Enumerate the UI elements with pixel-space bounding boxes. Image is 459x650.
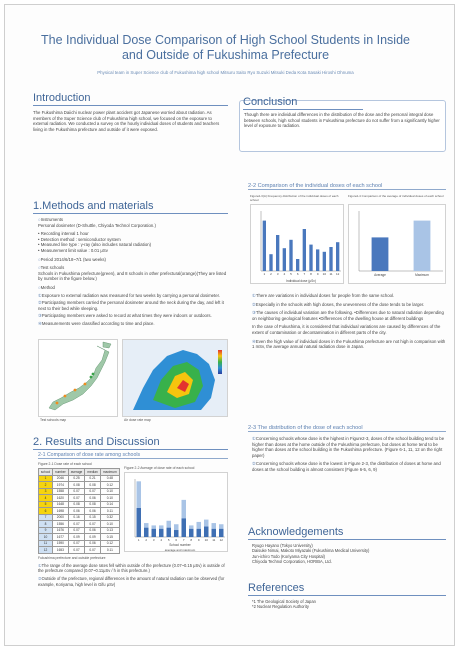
- ref-line: *1 The Geological Society of Japan: [252, 599, 316, 604]
- bar: [372, 237, 389, 271]
- legend-label: average and maximum: [164, 548, 196, 552]
- period-text: Period 2014/6/18~7/1 (two weeks): [40, 256, 106, 262]
- ack-line: Ryugo Hayano (Tokyo University): [252, 543, 313, 548]
- number-2-icon: ②: [38, 576, 42, 582]
- table-cell: 0.07: [85, 488, 100, 495]
- results-sub1: 2-1 Comparison of dose rate among schools: [38, 452, 228, 459]
- table-cell: 0.12: [100, 482, 119, 489]
- box-caption: Figure 2-2 Average of dose rate of each school: [124, 466, 195, 470]
- table-cell: 2046: [52, 475, 68, 482]
- table-cell: 0.07: [85, 521, 100, 528]
- table-cell: 0.15: [85, 514, 100, 521]
- bar: [316, 249, 319, 271]
- table-cell: 1590: [52, 540, 68, 547]
- bar-average: [204, 527, 209, 537]
- conclusion-heading: Conclusion: [243, 96, 363, 110]
- tick-label: 12: [335, 272, 340, 276]
- table-cell: 1677: [52, 534, 68, 541]
- average-comparison-svg: [349, 205, 447, 285]
- table-cell: 4: [39, 495, 53, 502]
- tick-label: 5: [290, 272, 292, 276]
- table-cell: 0.08: [68, 501, 85, 508]
- table-cell: 0.06: [85, 508, 100, 515]
- instrument-bullet: • Measured line type : γ-ray (also includes natural radiation): [38, 242, 152, 248]
- tick-label: 3: [152, 538, 155, 542]
- individual-doses-svg: [251, 205, 345, 285]
- table-header-cell: school: [39, 469, 53, 476]
- table-cell: 1620: [52, 495, 68, 502]
- table-cell: 1558: [52, 488, 68, 495]
- title-line-2: and Outside of Fukushima Prefecture: [121, 48, 330, 62]
- tick-label: 1: [263, 272, 266, 276]
- ack-line: Chiyoda Technol Corporation, HORIBA, Ltd.: [252, 559, 332, 565]
- table-cell: 1698: [52, 508, 68, 515]
- methods-block: [38, 217, 228, 327]
- tick-label: 9: [197, 538, 200, 542]
- tick-label: 7: [182, 538, 185, 542]
- tick-label: 6: [296, 272, 299, 276]
- comparison-points: [252, 293, 446, 350]
- tick-label: 4: [283, 272, 286, 276]
- table-cell: 2000: [52, 514, 68, 521]
- table-cell: 0.10: [100, 488, 119, 495]
- results-points: [38, 563, 228, 587]
- table-cell: 0.07: [68, 540, 85, 547]
- table-header-cell: median: [85, 469, 100, 476]
- table-cell: 0.14: [100, 501, 119, 508]
- table-cell: 0.06: [85, 495, 100, 502]
- tick-label: 12: [219, 538, 223, 542]
- table-cell: 0.06: [85, 527, 100, 534]
- number-1-icon: ①: [252, 436, 256, 441]
- tick-label: 5: [167, 538, 170, 542]
- table-cell: 1653: [52, 547, 68, 554]
- dose-map-graphic: [123, 340, 229, 418]
- table-cell: 0.12: [100, 540, 119, 547]
- table-cell: 10: [39, 534, 53, 541]
- tick-label: 4: [160, 538, 163, 542]
- ack-line: Daisuke Nimai, Makoto Miyazaki (Fukushima Medical University): [252, 548, 370, 554]
- table-cell: 0.07: [68, 521, 85, 528]
- bar-average: [197, 529, 202, 537]
- bar-average: [189, 529, 194, 537]
- conclusion-text: Though there are individual differences in the distribution of the dose and the personal integral dose between schools, high school students in Fukushima prefecture do not suffer from a significantly higher level of exposure to radiation.: [244, 112, 440, 129]
- bar-average: [174, 530, 179, 537]
- table-header-cell: maximum: [100, 469, 119, 476]
- table-cell: 11: [39, 540, 53, 547]
- table-cell: 6: [39, 508, 53, 515]
- tick-label: 8: [190, 538, 193, 542]
- table-cell: 0.10: [100, 521, 119, 528]
- authors: Physical team in Super Science club of Fukushima high school Mitsuru Saito Ryo Suzuki Mitsuki Deda Kota Sasaki Hiroshi Ohnuma: [97, 70, 354, 75]
- circle-icon: ○: [38, 284, 41, 290]
- table-cell: 0.11: [100, 508, 119, 515]
- bar: [323, 252, 326, 271]
- tick-label: Maximum: [415, 273, 429, 277]
- table-cell: 0.16: [68, 514, 85, 521]
- table-cell: 0.32: [100, 514, 119, 521]
- bar: [263, 221, 266, 271]
- bar-average: [159, 529, 164, 537]
- method-step: [38, 300, 228, 311]
- tick-label: 8: [310, 272, 312, 276]
- instruments-title: Instruments: [40, 217, 64, 222]
- number-2-icon: ②: [252, 461, 256, 467]
- method-step-text: Measurements were classified according to time and place.: [41, 320, 155, 326]
- bar-average: [167, 528, 172, 537]
- bar: [276, 235, 279, 271]
- circle-icon: ○: [38, 265, 41, 271]
- table-cell: 8: [39, 521, 53, 528]
- bar-average: [182, 518, 187, 537]
- figB-caption: Figure2-4 Comparison of the average of individual doses of each school: [348, 194, 444, 198]
- intro-text: The Fukushima Daiichi nuclear power plant accident got Japanese worried about radiation. As members of the Super Science club of Fukushima high school, we focused on the exposure to external radiation. We conducted a survey on the hourly individual doses of students and teachers living in the Fukushima prefecture and outside of it were exposed.: [33, 110, 220, 132]
- table-cell: 0.09: [85, 534, 100, 541]
- bar: [309, 245, 312, 271]
- tick-label: Average: [374, 273, 386, 277]
- poster-title: [10, 33, 441, 63]
- tick-label: 11: [329, 272, 333, 276]
- dose-legend-bar: [218, 350, 222, 374]
- distribution-point-1: Concerning schools whose dose is the highest in Figure2-3, doses of the school building tend to be higher than doses at the home outside of the Fukushima prefecture, but doses at home tend to be higher than doses at the school building in the Fukushima prefecture. (Figure 6-1, 11, 12 on the right paper): [252, 436, 445, 458]
- circle-icon: ○: [38, 256, 41, 262]
- table-cell: 0.07: [85, 547, 100, 554]
- method-step: [38, 293, 228, 299]
- bar: [336, 242, 339, 271]
- table-cell: 1556: [52, 521, 68, 528]
- table-cell: 0.21: [85, 475, 100, 482]
- title-line-1: The Individual Dose Comparison of High School Students in Inside: [41, 33, 410, 47]
- table-cell: 0.13: [100, 527, 119, 534]
- table-cell: 0.07: [68, 527, 85, 534]
- ack-lines: [252, 543, 446, 565]
- table-cell: 2: [39, 482, 53, 489]
- tick-label: 1: [137, 538, 140, 542]
- comparison-sub: 2-2 Comparison of the individual doses of each school: [248, 183, 446, 190]
- bar-average: [219, 529, 224, 537]
- table-cell: 3: [39, 488, 53, 495]
- result-point-1: The range of the average dose rates fell within outside of the prefecture (0.07~0.15 μSv) is outside of the prefecture compared (0.07~0.11μSv / h in this prefecture.): [38, 563, 225, 574]
- map-caption: Test schools map: [40, 418, 67, 422]
- schools-text: Schools in Fukushima prefecture(green), and 8 schools in other prefectural(orange)(They are listed by number in the figure below.): [38, 270, 227, 282]
- table-cell: 0.11: [100, 547, 119, 554]
- tick-label: 6: [175, 538, 178, 542]
- refs-heading: References: [248, 582, 446, 596]
- method-steps: [38, 293, 228, 327]
- ref-lines: [252, 599, 446, 610]
- table-cell: 0.48: [100, 475, 119, 482]
- number-4-icon: ④: [38, 320, 42, 326]
- table-cell: 0.08: [85, 501, 100, 508]
- ref-line: *2 Nuclear Regulation Authority: [252, 604, 309, 610]
- number-3-icon: ③: [38, 313, 42, 319]
- bar: [296, 259, 299, 271]
- test-schools-map: [38, 339, 118, 417]
- tick-label: 11: [212, 538, 216, 542]
- table-cell: 0.08: [68, 482, 85, 489]
- method-step: [38, 321, 228, 327]
- table-cell: 0.25: [68, 475, 85, 482]
- number-3-icon: ③: [252, 310, 256, 316]
- table-cell: 1648: [52, 501, 68, 508]
- table-cell: 0.07: [68, 547, 85, 554]
- chart-avg-dose: [124, 472, 228, 552]
- comparison-point-1: There are variations in individual doses for people from the same school.: [255, 293, 395, 298]
- number-2-icon: ②: [38, 300, 42, 306]
- tick-label: 10: [322, 272, 327, 276]
- table-note: Fukushima prefecture and outside prefecture: [38, 556, 106, 560]
- schools-title: Test schools: [40, 265, 65, 271]
- number-1-icon: ①: [38, 292, 42, 298]
- table-cell: 9: [39, 527, 53, 534]
- instrument-bullet: • Detection method : semiconductor system: [38, 236, 121, 242]
- tick-label: 7: [303, 272, 306, 276]
- method-step-text: Exposure to external radiation was measured for two weeks by carrying a personal dosimeter.: [41, 292, 221, 298]
- table-cell: 12: [39, 547, 53, 554]
- methods-heading: 1.Methods and materials: [33, 200, 228, 214]
- table-row: [39, 547, 120, 554]
- chart-individual-doses: [250, 204, 344, 284]
- bar: [289, 240, 292, 271]
- table-cell: 0.06: [85, 540, 100, 547]
- dose-map-caption: Air dose rate map: [124, 418, 151, 422]
- table-cell: 0.15: [100, 534, 119, 541]
- bar: [283, 248, 286, 271]
- tick-label: 2: [145, 538, 148, 542]
- table-cell: 7: [39, 514, 53, 521]
- dose-table: [38, 468, 120, 554]
- table-cell: 0.08: [85, 482, 100, 489]
- comparison-point-4: Even the high value of individual doses in the Fukushima prefecture are not high in comparison with 1 mSv, the average annual natural radiation dose in Japan.: [252, 338, 446, 350]
- distribution-sub: 2-3 The distribution of the dose of each school: [248, 425, 446, 432]
- bar: [329, 247, 332, 271]
- tick-label: 9: [316, 272, 319, 276]
- figA-caption: Figure2-3(A) Frequency distribution of the individual doses of each school: [250, 194, 339, 202]
- instrument-bullet: • Recording interval 1 hour: [38, 231, 89, 237]
- bar-average: [144, 528, 149, 537]
- method-step-text: Participating members were asked to record at what times they were indoors or outdoors.: [41, 313, 212, 319]
- circle-icon: ○: [38, 217, 41, 222]
- comparison-point-2: Especially in the schools with high doses, the unevenness of the dose tends to be larger.: [255, 301, 425, 307]
- table-cell: 5: [39, 501, 53, 508]
- x-axis-label: School number: [169, 543, 191, 547]
- ack-line: Jun-ichiro Todo (Koriyama City Hospital): [252, 553, 325, 559]
- table-cell: 1: [39, 475, 53, 482]
- method-step: [38, 313, 228, 319]
- bar: [303, 229, 306, 271]
- table-cell: 0.06: [68, 508, 85, 515]
- table-cell: 0.07: [68, 495, 85, 502]
- number-1-icon: ①: [38, 563, 42, 568]
- chart-average-comparison: [348, 204, 446, 284]
- tick-label: 10: [204, 538, 208, 542]
- x-axis-label: Individual dose (μSv): [286, 279, 316, 283]
- ack-heading: Acknowledgements: [248, 526, 446, 540]
- number-1-icon: ①: [252, 293, 256, 298]
- table-header-cell: number: [52, 469, 68, 476]
- tick-label: 3: [276, 272, 279, 276]
- table-cell: 0.07: [68, 488, 85, 495]
- distribution-points: [252, 436, 446, 473]
- bar-average: [137, 508, 142, 537]
- table-cell: 0.09: [68, 534, 85, 541]
- table-cell: 1974: [52, 482, 68, 489]
- distribution-point-2: Concerning schools whose dose is the lowest in Figure 2-3, the distribution of doses at home and doses at the school building is almost consistent (Figure 6-5, 6, 9): [252, 461, 441, 472]
- tick-label: 2: [270, 272, 272, 276]
- avg-dose-chart-svg: [125, 473, 229, 553]
- method-step-text: Participating members carried the personal dosimeter around the neck during the day, and left it next to their bed while sleeping.: [38, 300, 224, 311]
- bar: [269, 254, 272, 271]
- table-cell: 0.10: [100, 495, 119, 502]
- intro-heading: Introduction: [33, 92, 228, 106]
- table-caption: Figure 2-1 Dose rate of each school: [38, 462, 92, 466]
- japan-map-icon: [39, 340, 119, 418]
- number-2-icon: ②: [252, 301, 256, 307]
- bar-average: [152, 529, 157, 537]
- number-4-icon: ④: [252, 338, 256, 344]
- comparison-point-3: The causes of individual variation are the following. •Differences due to natural radiation depending on neighboring geological features •Differences of the dwelling house at different buildings: [252, 310, 444, 321]
- instrument-bullets: [38, 231, 228, 253]
- bar-average: [212, 529, 217, 537]
- comparison-paragraph: In the case of Fukushima, it is considered that individual variations are caused by differences of the extent of contamination or decontamination in different parts of the city.: [252, 324, 441, 335]
- method-title: Method: [40, 284, 55, 290]
- results-heading: 2. Results and Discussion: [33, 436, 228, 450]
- instrument-bullet: • Measurement limit value : 0.01 μSv: [38, 247, 108, 253]
- dose-rate-map: [122, 339, 228, 417]
- table-cell: 1676: [52, 527, 68, 534]
- instruments-text: Personal dosimeter (D-Shuttle, Chiyoda Technol Corporation.): [38, 222, 156, 228]
- table-header-cell: average: [68, 469, 85, 476]
- result-point-2: Outside of the prefecture, regional differences in the amount of natural radiation can be observed (for example, Koriyama, high level in Gifu μSv): [38, 576, 225, 587]
- bar: [414, 221, 431, 271]
